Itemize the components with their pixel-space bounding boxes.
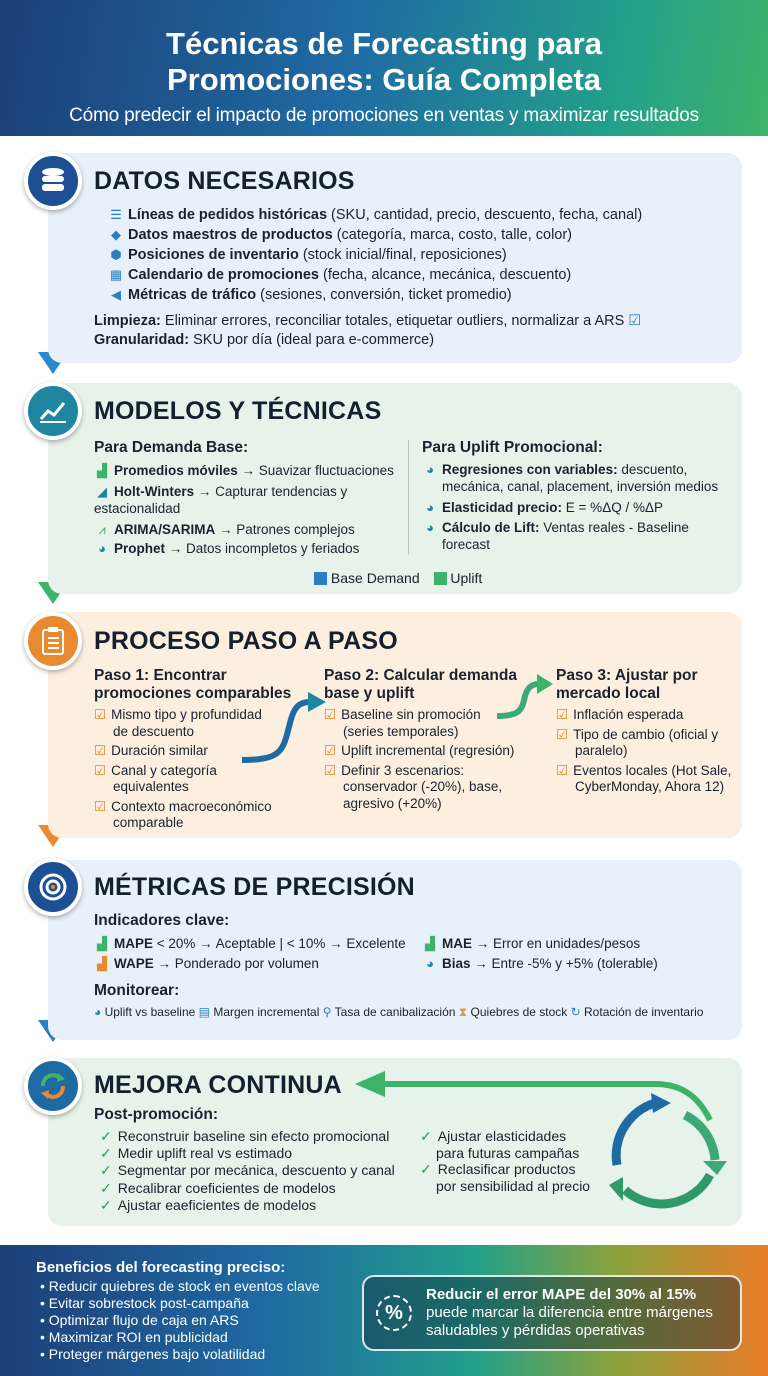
target-icon — [24, 858, 82, 916]
pie-chart-icon: ◕ — [98, 541, 106, 556]
checklist-item: ☑ Mismo tipo y profundidad de descuento — [94, 707, 262, 739]
checklist-item: ☑ Eventos locales (Hot Sale, CyberMonday, Ahora 12) — [556, 762, 732, 794]
step-title: Paso 2: Calcular demanda base y uplift — [324, 667, 517, 702]
callout-box — [362, 1275, 742, 1351]
list-item: ✓ Ajustar eaeficientes de modelos — [100, 1196, 317, 1213]
checklist-item: ☑ Canal y categoría equivalentes — [94, 762, 217, 794]
section-title: PROCESO PASO A PASO — [94, 627, 398, 655]
benefits-heading: Beneficios del forecasting preciso: — [36, 1259, 286, 1276]
bar-chart-icon: ▟ — [97, 936, 107, 951]
line-chart-icon: ⩘ — [98, 522, 106, 537]
list-item: ⩘ ARIMA/SARIMA → Patrones complejos — [94, 520, 394, 539]
hourglass-icon: ⧗ — [458, 1005, 468, 1019]
database-icon: ☰ — [110, 207, 122, 222]
checklist-item: ☑ Inflación esperada — [556, 707, 684, 722]
indicadores-heading: Indicadores clave: — [94, 912, 230, 929]
benefits-list — [40, 1278, 320, 1363]
checkbox-icon: ☑ — [94, 798, 107, 814]
checkbox-icon: ☑ — [324, 707, 337, 722]
pie-chart-icon: ◕ — [94, 1005, 102, 1019]
benefit-item: • Reducir quiebres de stock en eventos clave — [40, 1278, 320, 1294]
check-icon: ✓ — [100, 1196, 112, 1213]
base-demand-column — [94, 439, 394, 558]
list-item: ◕ Prophet → Datos incompletos y feriados — [94, 539, 394, 558]
search-icon: ⚲ — [322, 1005, 332, 1019]
footer — [0, 1245, 768, 1376]
percent-badge-icon: % — [376, 1295, 412, 1331]
page-title: Técnicas de Forecasting para Promociones: Guía Completa — [166, 26, 602, 97]
legend-swatch-uplift — [434, 572, 447, 585]
checkbox-icon: ☑ — [324, 743, 337, 758]
check-icon: ✓ — [100, 1179, 112, 1196]
list-item: ▟ Promedios móviles → Suavizar fluctuaciones — [94, 461, 394, 480]
benefit-item: • Optimizar flujo de caja en ARS — [40, 1312, 239, 1328]
list-item: ◀ Métricas de tráfico (sesiones, conversión, ticket promedio) — [108, 285, 642, 305]
monitorear-list: ◕ Uplift vs baseline ▤ Margen incremental ⚲ Tasa de canibalización ⧗ Quiebres de stock ↻ Rotación de inventario — [94, 1005, 704, 1019]
list-item: ✓ Ajustar elasticidades para futuras campañas — [420, 1128, 580, 1161]
bar-chart-icon: ▟ — [97, 463, 107, 478]
subtitle: Cómo predecir el impacto de promociones en ventas y maximizar resultados — [69, 105, 699, 126]
calendar-icon: ▦ — [109, 267, 123, 282]
header — [0, 0, 768, 136]
money-icon: ▤ — [198, 1005, 210, 1019]
list-item: ▦ Calendario de promociones (fecha, alcance, mecánica, descuento) — [109, 267, 572, 283]
list-item: ◕ Elasticidad precio: E = %ΔQ / %ΔP — [422, 498, 718, 517]
post-promocion-heading: Post-promoción: — [94, 1106, 218, 1123]
benefit-item: • Maximizar ROI en publicidad — [40, 1329, 228, 1345]
pie-chart-icon: ◕ — [426, 520, 434, 535]
checklist-item: ☑ Baseline sin promoción (series temporales) — [324, 707, 481, 739]
step-arrow-icon — [238, 688, 328, 768]
checklist-item: ☑ Duración similar — [94, 743, 208, 758]
list-item: ✓ Reclasificar productos por sensibilidad al precio — [420, 1161, 591, 1194]
divider — [408, 440, 409, 555]
metric-item: ▟ WAPE → Ponderado por volumen — [94, 954, 319, 973]
legend: Base Demand Uplift — [314, 569, 482, 588]
checkbox-icon: ☑ — [556, 726, 569, 742]
list-item: ✓ Recalibrar coeficientes de modelos — [100, 1179, 336, 1196]
list-item: ◕ Regresiones con variables: descuento, mecánica, canal, placement, inversión medios — [422, 461, 718, 495]
clipboard-icon — [24, 612, 82, 670]
database-icon — [24, 152, 82, 210]
checkbox-icon: ☑ — [556, 707, 569, 722]
mejora-right-list — [420, 1128, 590, 1194]
checkbox-icon: ☑ — [324, 762, 337, 778]
list-item: ☰ Líneas de pedidos históricas (SKU, cantidad, precio, descuento, fecha, canal) — [108, 205, 642, 225]
bar-chart-icon: ▟ — [97, 956, 107, 971]
uplift-column — [422, 439, 718, 553]
bar-chart-icon: ▟ — [425, 936, 435, 951]
megaphone-icon: ◀ — [111, 287, 121, 302]
list-item: ◕ Cálculo de Lift: Ventas reales - Baseline forecast — [422, 519, 718, 553]
checklist-item: ☑ Contexto macroeconómico comparable — [94, 798, 272, 830]
step-3 — [556, 667, 731, 799]
metric-item: ▟ MAE → Error en unidades/pesos — [422, 934, 640, 953]
step-title: Paso 3: Ajustar por mercado local — [556, 667, 698, 702]
section-title: MODELOS Y TÉCNICAS — [94, 397, 382, 425]
limpieza-text: Limpieza: Eliminar errores, reconciliar totales, etiquetar outliers, normalizar a ARS ☑ — [94, 313, 642, 329]
pie-chart-icon: ◕ — [426, 462, 434, 477]
chart-growth-icon — [24, 382, 82, 440]
checkbox-icon: ☑ — [94, 707, 107, 722]
checkbox-icon: ☑ — [556, 762, 569, 778]
metric-item: ◕ Bias → Entre -5% y +5% (tolerable) — [422, 954, 658, 973]
benefit-item: • Proteger márgenes bajo volatilidad — [40, 1346, 266, 1362]
checklist-item: ☑ Definir 3 escenarios: conservador (-20%), base, agresivo (+20%) — [324, 762, 503, 811]
list-item: ✓ Medir uplift real vs estimado — [100, 1145, 293, 1162]
step-arrow-icon — [495, 670, 555, 722]
box-icon: ⬢ — [110, 247, 122, 262]
column-heading: Para Uplift Promocional: — [422, 439, 603, 456]
legend-swatch-base — [314, 572, 327, 585]
cycle-icon — [24, 1057, 82, 1115]
checklist-item: ☑ Tipo de cambio (oficial y paralelo) — [556, 726, 719, 758]
list-item: ◆ Datos maestros de productos (categoría, marca, costo, talle, color) — [108, 225, 642, 245]
metric-item: ▟ MAPE < 20% → Aceptable | < 10% → Excelente — [94, 934, 406, 953]
benefit-item: • Evitar sobrestock post-campaña — [40, 1295, 249, 1311]
check-icon: ✓ — [100, 1145, 112, 1162]
checklist-item: ☑ Uplift incremental (regresión) — [324, 743, 515, 758]
checkbox-icon: ☑ — [94, 762, 107, 778]
step-2 — [324, 667, 517, 815]
datos-list — [108, 205, 642, 305]
pie-chart-icon: ◕ — [426, 500, 434, 515]
refresh-icon: ↻ — [570, 1005, 581, 1019]
list-item: ✓ Segmentar por mecánica, descuento y canal — [100, 1162, 395, 1179]
check-icon: ✓ — [100, 1162, 112, 1179]
tag-icon: ◆ — [111, 227, 121, 242]
monitorear-heading: Monitorear: — [94, 982, 180, 999]
area-chart-icon: ◢ — [97, 484, 107, 499]
list-item: ◢ Holt-Winters → Capturar tendencias y estacionalidad — [94, 484, 348, 516]
section-title: MEJORA CONTINUA — [94, 1071, 342, 1099]
granularidad-text: Granularidad: SKU por día (ideal para e-commerce) — [94, 332, 435, 348]
column-heading: Para Demanda Base: — [94, 439, 249, 456]
section-title: DATOS NECESARIOS — [94, 167, 355, 195]
list-item: ✓ Reconstruir baseline sin efecto promocional — [100, 1128, 390, 1144]
section-title: MÉTRICAS DE PRECISIÓN — [94, 873, 415, 901]
pie-chart-icon: ◕ — [426, 956, 434, 971]
checkbox-icon: ☑ — [94, 743, 107, 758]
checkbox-icon: ☑ — [628, 313, 642, 329]
list-item: ⬢ Posiciones de inventario (stock inicial/final, reposiciones) — [108, 245, 642, 265]
check-icon: ✓ — [100, 1128, 112, 1144]
callout-text: Reducir el error MAPE del 30% al 15% puede marcar la diferencia entre márgenes saludables y pérdidas operativas — [426, 1286, 713, 1339]
mejora-left-list — [100, 1128, 395, 1214]
step-title: Paso 1: Encontrar promociones comparables — [94, 667, 292, 702]
